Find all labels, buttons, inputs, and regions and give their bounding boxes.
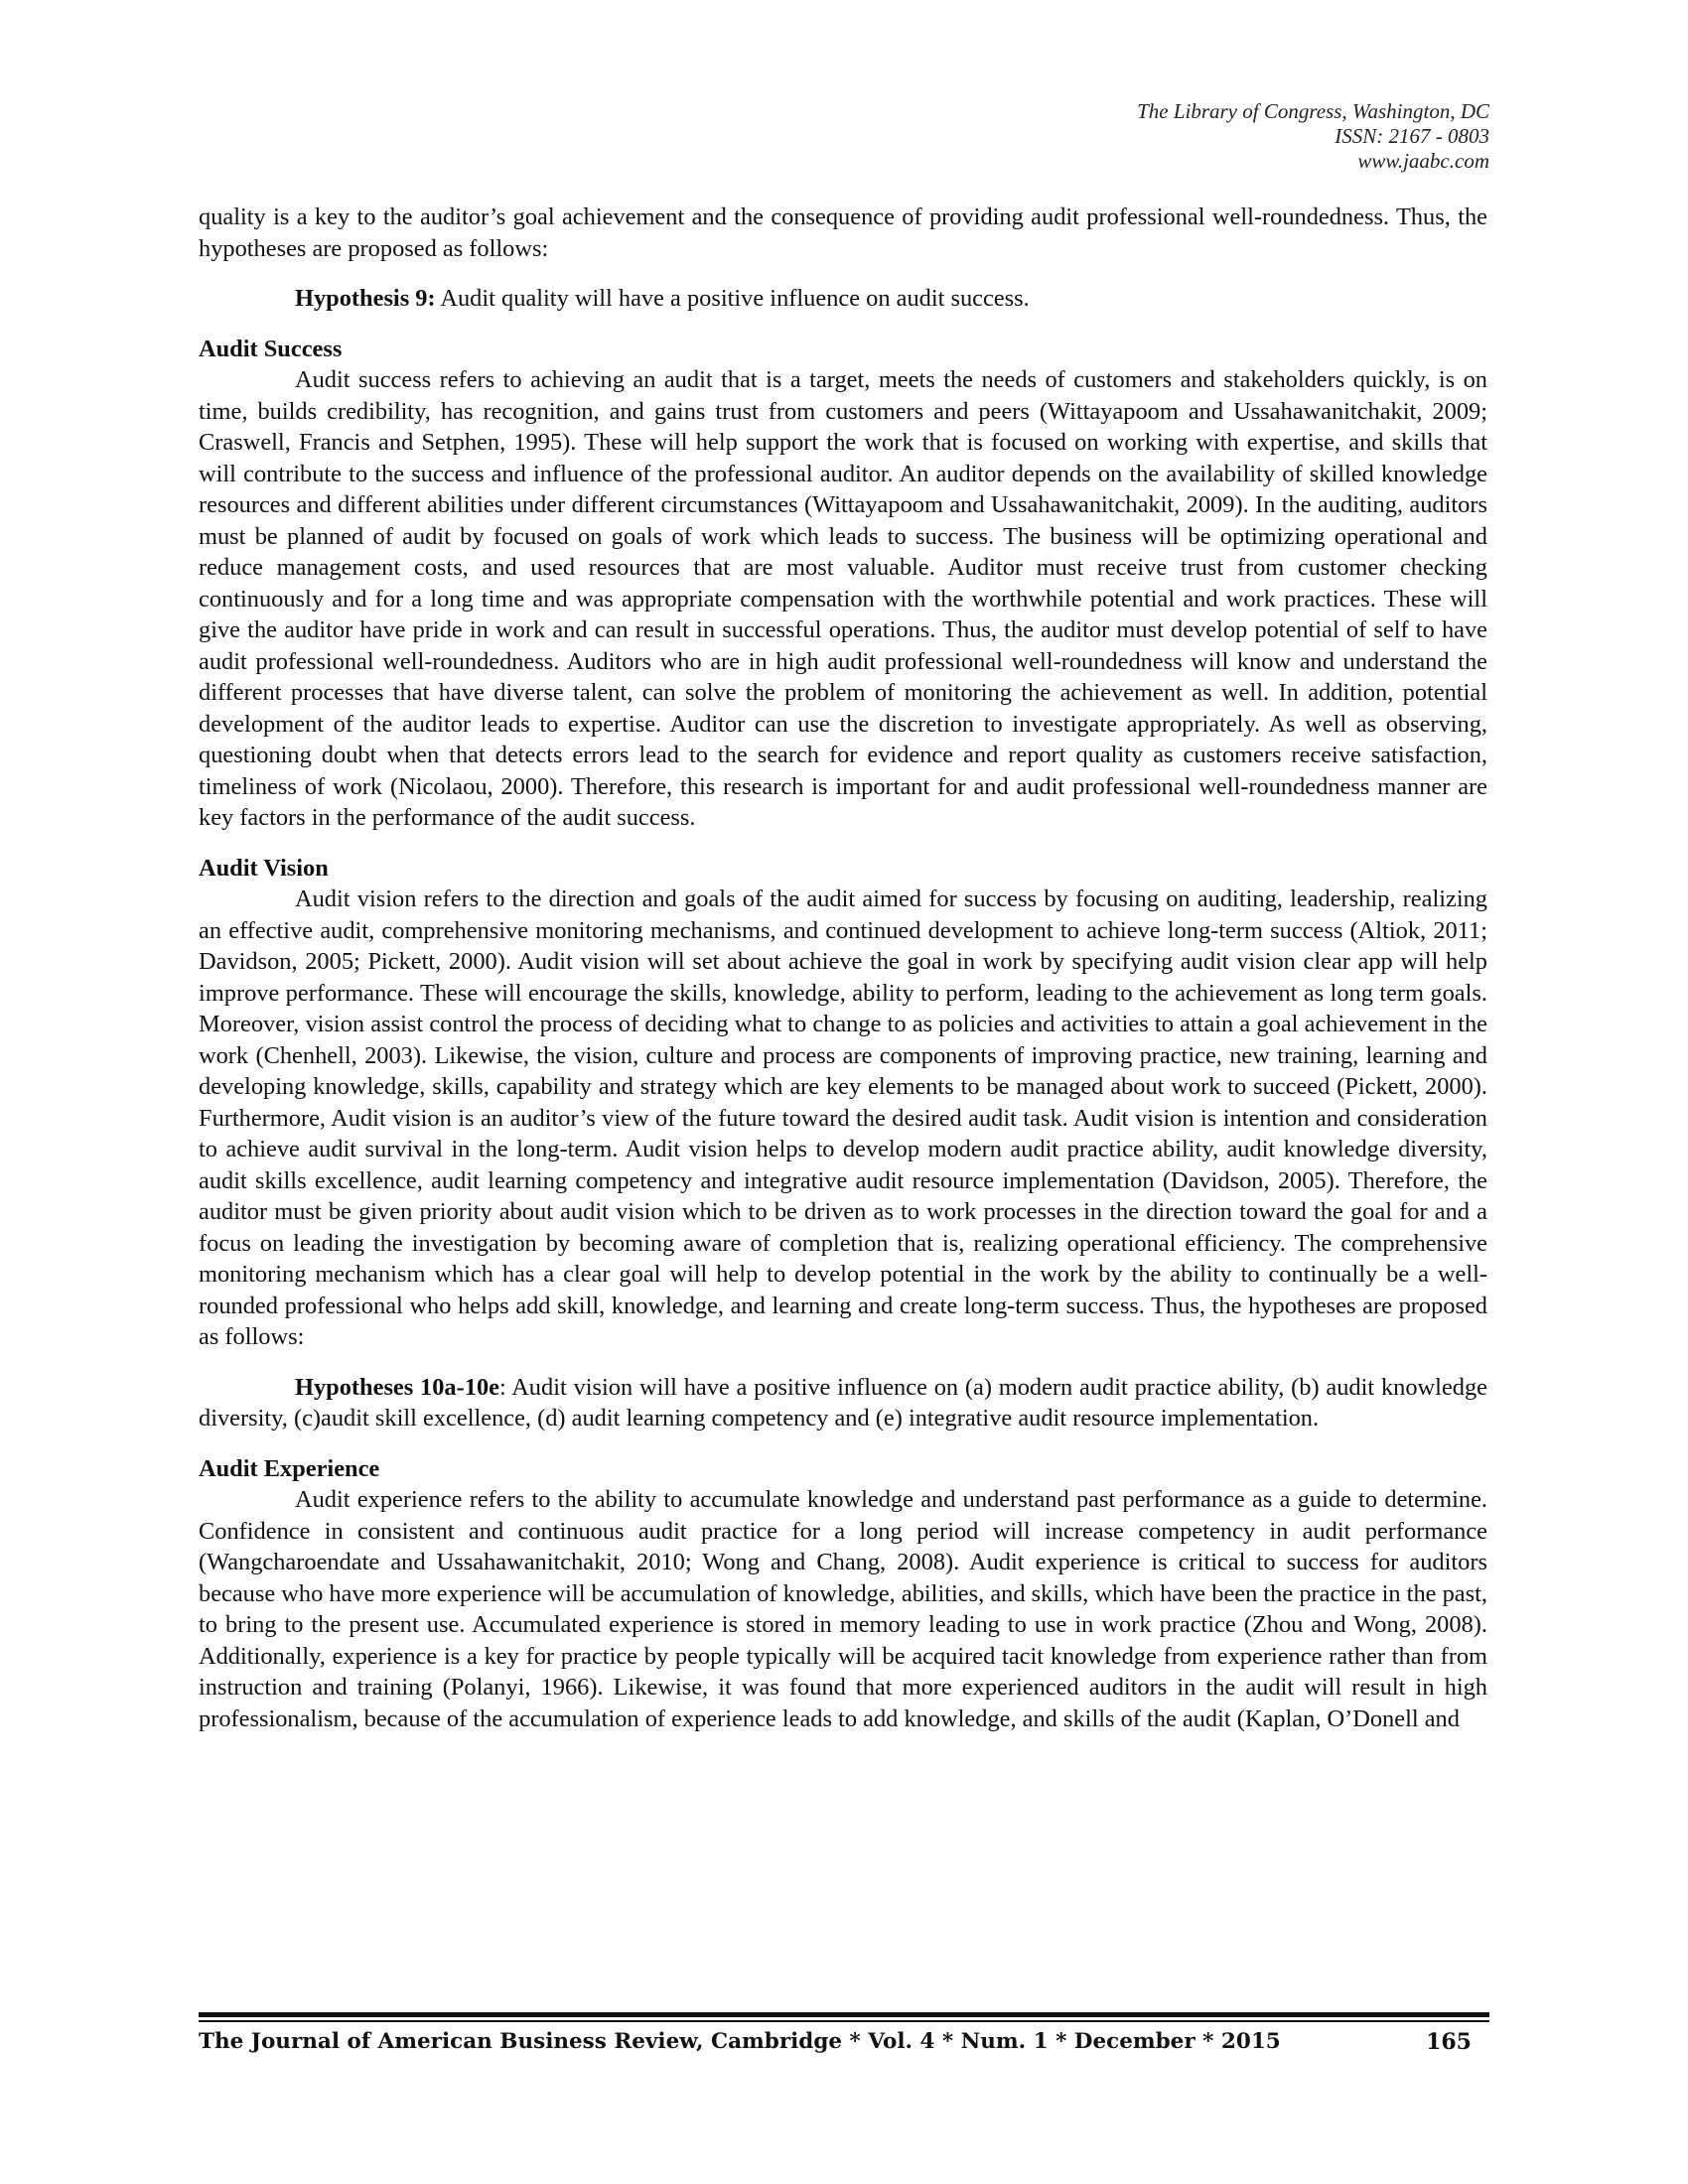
hypotheses-10-paragraph xyxy=(199,1372,1487,1434)
header-issn-line: ISSN: 2167 - 0803 xyxy=(1335,124,1489,148)
hypothesis-9-paragraph xyxy=(199,283,1487,315)
audit-experience-heading: Audit Experience xyxy=(199,1454,380,1482)
audit-success-paragraph: Audit success refers to achieving an audit that is a target, meets the needs of customers and stakeholders quickly, is on time, builds credibility, has recognition, and gains trust from customers and peers (Wittayapoom and Ussahawanitchakit, 2009; Craswell, Francis and Setphen, 1995). These will help support the work that is focused on working with expertise, and skills that will contribute to the success and influence of the professional auditor. An auditor depends on the availability of skilled knowledge resources and different abilities under different circumstances (Wittayapoom and Ussahawanitchakit, 2009). In the auditing, auditors must be planned of audit by focused on goals of work which leads to success. The business will be optimizing operational and reduce management costs, and used resources that are most valuable. Auditor must receive trust from customer checking continuously and for a long time and was appropriate compensation with the worthwhile potential and work practices. These will give the auditor have pride in work and can result in successful operations. Thus, the auditor must develop potential of self to have audit professional well-roundedness. Auditors who are in high audit professional well-roundedness will know and understand the different processes that have diverse talent, can solve the problem of monitoring the achievement as well. In addition, potential development of the auditor leads to expertise. Auditor can use the discretion to investigate appropriately. As well as observing, questioning doubt when that detects errors lead to the search for evidence and report quality as customers receive satisfaction, timeliness of work (Nicolaou, 2000). Therefore, this research is important for and audit professional well-roundedness manner are key factors in the performance of the audit success. xyxy=(199,366,1487,831)
audit-vision-paragraph: Audit vision refers to the direction and goals of the audit aimed for success by focusing on auditing, leadership, realizing an effective audit, comprehensive monitoring mechanisms, and continued development to achieve long-term success (Altiok, 2011; Davidson, 2005; Pickett, 2000). Audit vision will set about achieve the goal in work by specifying audit vision clear app will help improve performance. These will encourage the skills, knowledge, ability to perform, leading to the achievement as long term goals. Moreover, vision assist control the process of deciding what to change to as policies and activities to attain a goal achievement in the work (Chenhell, 2003). Likewise, the vision, culture and process are components of improving practice, new training, learning and developing knowledge, skills, capability and strategy which are key elements to be managed about work to succeed (Pickett, 2000). Furthermore, Audit vision is an auditor’s view of the future toward the desired audit task. Audit vision is intention and consideration to achieve audit survival in the long-term. Audit vision helps to develop modern audit practice ability, audit knowledge diversity, audit skills excellence, audit learning competency and integrative audit resource implementation (Davidson, 2005). Therefore, the auditor must be given priority about audit vision which to be driven as to work processes in the direction toward the goal for and a focus on leading the investigation by becoming aware of completion that is, realizing operational efficiency. The comprehensive monitoring mechanism which has a clear goal will help to develop potential in the work by the ability to continually be a well-rounded professional who helps add skill, knowledge, and learning and create long-term success. Thus, the hypotheses are proposed as follows: xyxy=(199,886,1487,1350)
header-website-line: www.jaabc.com xyxy=(1357,149,1489,173)
main-content xyxy=(199,202,1487,1734)
hypothesis-9-text: Audit quality will have a positive influence on audit success. xyxy=(435,285,1030,312)
header-library-line: The Library of Congress, Washington, DC xyxy=(1137,99,1489,123)
hypotheses-10-label: Hypotheses 10a-10e xyxy=(295,1373,499,1401)
audit-success-heading: Audit Success xyxy=(199,335,343,362)
footer-divider-thick xyxy=(199,2012,1489,2017)
running-header xyxy=(1137,99,1489,174)
intro-paragraph: quality is a key to the auditor’s goal achievement and the consequence of providing audit professional well-roundedness. Thus, the hypotheses are proposed as follows: xyxy=(199,204,1487,262)
page-number: 165 xyxy=(1426,2029,1472,2055)
audit-experience-paragraph: Audit experience refers to the ability to accumulate knowledge and understand past performance as a guide to determine. Confidence in consistent and continuous audit practice for a long period will increase competency in audit performance (Wangcharoendate and Ussahawanitchakit, 2010; Wong and Chang, 2008). Audit experience is critical to success for auditors because who have more experience will be accumulation of knowledge, abilities, and skills, which have been the practice in the past, to bring to the present use. Accumulated experience is stored in memory leading to use in work practice (Zhou and Wong, 2008). Additionally, experience is a key for practice by people typically will be acquired tacit knowledge from experience rather than from instruction and training (Polanyi, 1966). Likewise, it was found that more experienced auditors in the audit will result in high professionalism, because of the accumulation of experience leads to add knowledge, and skills of the audit (Kaplan, O’Donell and xyxy=(199,1486,1487,1732)
audit-vision-heading: Audit Vision xyxy=(199,854,329,882)
footer-journal-citation: The Journal of American Business Review, Cambridge * Vol. 4 * Num. 1 * December * 2015 xyxy=(199,2029,1281,2054)
footer-divider-thin xyxy=(199,2020,1489,2022)
hypotheses-10-text: : Audit vision will have a positive influence on (a) modern audit practice ability, (b) audit knowledge diversity, (c)audit skill excellence, (d) audit learning competency and (e) integrative audit resource implementation. xyxy=(199,1373,1487,1432)
hypothesis-9-label: Hypothesis 9: xyxy=(295,285,436,312)
